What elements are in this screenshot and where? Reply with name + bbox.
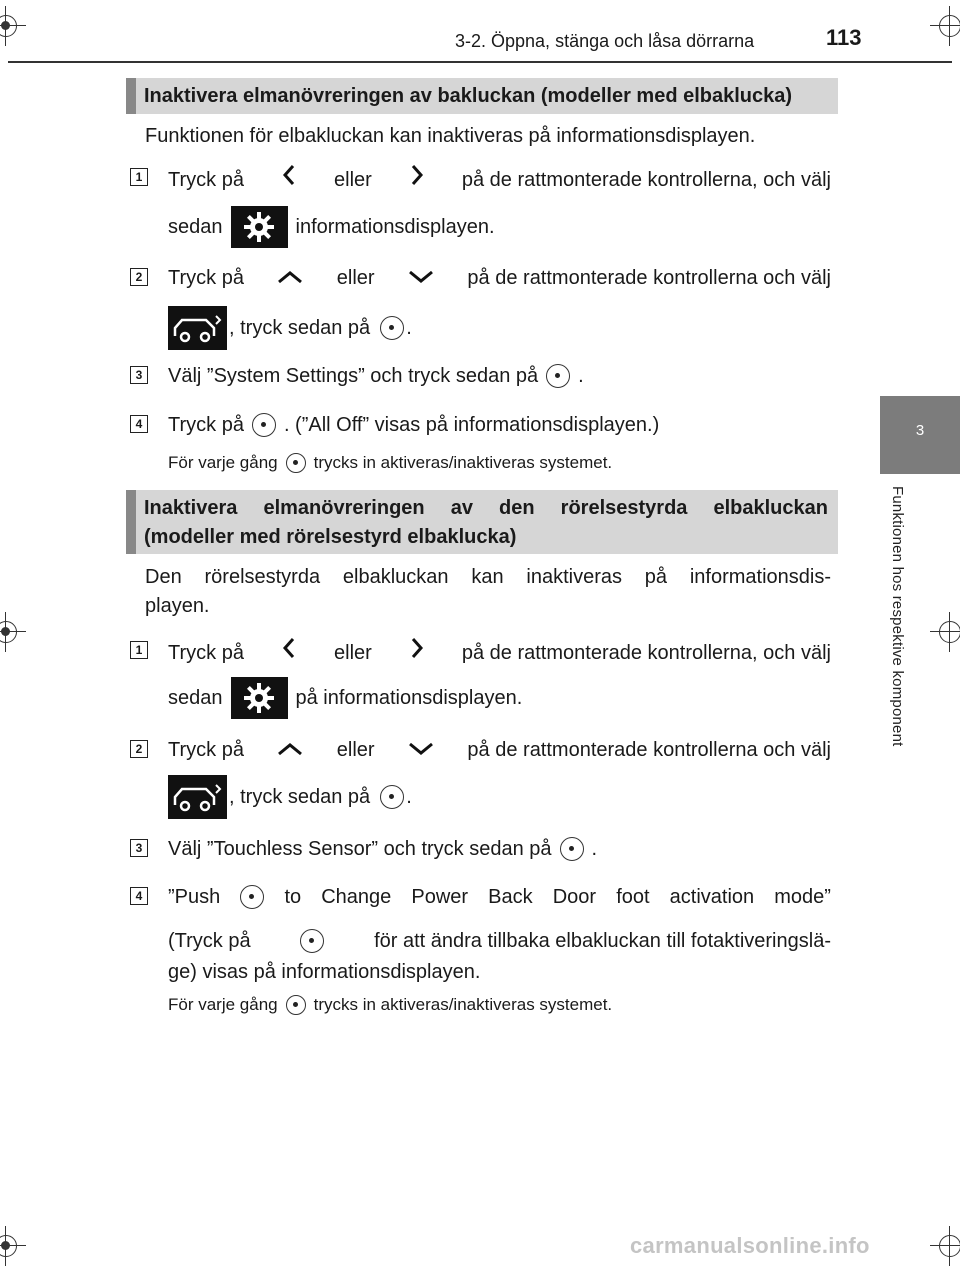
step-text: . <box>591 838 598 860</box>
ok-button-icon <box>240 885 264 909</box>
step-line: ge) visas på informationsdisplayen. <box>168 961 481 983</box>
step-text: ”Push <box>168 886 221 908</box>
section2-heading <box>126 490 838 554</box>
vehicle-settings-icon <box>168 306 227 350</box>
chevron-down-icon <box>408 263 434 293</box>
step-text: sedan <box>168 687 223 709</box>
step-text: mode” <box>774 886 831 908</box>
step-line <box>168 361 831 391</box>
step-line <box>168 775 831 819</box>
step-text: (Tryck på <box>168 930 251 952</box>
step-text: Välj ”Touchless Sensor” och tryck sedan på <box>168 838 552 860</box>
chapter-tab <box>880 396 960 474</box>
chevron-right-icon <box>410 637 424 668</box>
step-text: activation <box>669 886 755 908</box>
ok-button-icon <box>286 995 306 1015</box>
section2-intro-line2: playen. <box>145 595 210 617</box>
step-text: to <box>284 886 302 908</box>
step-line <box>168 882 831 912</box>
step-number: 1 <box>130 641 148 659</box>
chapter-title: Funktionen hos respektive komponent <box>889 486 906 747</box>
section1-note <box>168 453 612 473</box>
step-text: Tryck på <box>168 739 244 761</box>
step-line <box>168 926 831 956</box>
step-text: på informationsdisplayen. <box>295 687 523 709</box>
step-line <box>168 834 831 864</box>
step-text: . <box>578 365 584 387</box>
vehicle-settings-icon <box>168 775 227 819</box>
ok-button-icon <box>380 785 404 809</box>
step-line <box>168 263 831 293</box>
step-line <box>168 637 831 668</box>
step-number: 3 <box>130 839 148 857</box>
step-text: Door <box>552 886 597 908</box>
ok-button-icon <box>380 316 404 340</box>
step-text: , tryck sedan på <box>229 786 371 808</box>
step-text: på de rattmonterade kontrollerna och välj <box>467 739 831 761</box>
registration-mark-top-left <box>0 6 26 46</box>
chevron-up-icon <box>277 263 303 293</box>
step-text: Back <box>488 886 533 908</box>
registration-mark-top-right <box>930 6 960 46</box>
step-line <box>168 164 831 195</box>
step-text: . <box>406 317 412 339</box>
heading-line: Inaktivera elmanövreringen av den rörelsestyrda elbakluckan <box>144 497 828 519</box>
registration-mark-mid-right <box>930 612 960 652</box>
step-text: Change <box>321 886 392 908</box>
step-number: 4 <box>130 887 148 905</box>
step-text: Tryck på <box>168 267 244 289</box>
ok-button-icon <box>252 413 276 437</box>
step-text: . (”All Off” visas på informationsdisplayen.) <box>283 414 660 436</box>
chevron-left-icon <box>282 637 296 668</box>
step-text: Tryck på <box>168 641 244 664</box>
step-line <box>168 206 831 248</box>
note-text: För varje gång <box>168 995 278 1014</box>
step-text: på de rattmonterade kontrollerna, och välj <box>461 641 831 664</box>
section2-intro-line1: Den rörelsestyrda elbakluckan kan inaktiveras på informationsdis- <box>145 566 831 588</box>
section1-intro: Funktionen för elbakluckan kan inaktiveras på informationsdisplayen. <box>145 125 756 147</box>
step-text: eller <box>336 739 375 761</box>
step-line <box>168 735 831 765</box>
registration-mark-bottom-right <box>930 1226 960 1266</box>
chevron-up-icon <box>277 735 303 765</box>
note-text: trycks in aktiveras/inaktiveras systemet. <box>313 453 613 472</box>
step-line <box>168 677 831 719</box>
header-divider <box>8 61 952 63</box>
step-text: . <box>406 786 412 808</box>
step-text: på de rattmonterade kontrollerna, och välj <box>461 168 831 191</box>
step-text: på de rattmonterade kontrollerna och välj <box>467 267 831 289</box>
section-title: 3-2. Öppna, stänga och låsa dörrarna <box>455 31 755 51</box>
step-text: Tryck på <box>168 168 244 191</box>
step-text: foot <box>616 886 650 908</box>
watermark: carmanualsonline.info <box>630 1233 870 1258</box>
heading-line: (modeller med rörelsestyrd elbaklucka) <box>144 526 517 548</box>
ok-button-icon <box>560 837 584 861</box>
ok-button-icon <box>286 453 306 473</box>
gear-icon <box>231 677 288 719</box>
step-number: 2 <box>130 740 148 758</box>
registration-mark-mid-left <box>0 612 26 652</box>
page-number: 113 <box>826 25 862 50</box>
step-text: Välj ”System Settings” och tryck sedan på <box>168 365 539 387</box>
chevron-left-icon <box>282 164 296 195</box>
step-text: eller <box>334 168 372 191</box>
note-text: För varje gång <box>168 453 278 472</box>
step-text: eller <box>334 641 372 664</box>
step-text: Tryck på <box>168 414 244 436</box>
step-line <box>168 306 831 350</box>
step-number: 2 <box>130 268 148 286</box>
step-text: informationsdisplayen. <box>295 216 495 238</box>
chevron-right-icon <box>410 164 424 195</box>
step-text: Power <box>411 886 469 908</box>
section2-note <box>168 995 612 1015</box>
ok-button-icon <box>546 364 570 388</box>
ok-button-icon <box>300 929 324 953</box>
step-number: 4 <box>130 415 148 433</box>
step-number: 1 <box>130 168 148 186</box>
step-number: 3 <box>130 366 148 384</box>
chapter-number: 3 <box>915 422 925 439</box>
step-line <box>168 410 831 440</box>
registration-mark-bottom-left <box>0 1226 26 1266</box>
step-text: , tryck sedan på <box>229 317 371 339</box>
chevron-down-icon <box>408 735 434 765</box>
step-text: eller <box>336 267 375 289</box>
section1-heading: Inaktivera elmanövreringen av bakluckan (modeller med elbaklucka) <box>126 78 838 114</box>
step-text: sedan <box>168 216 223 238</box>
note-text: trycks in aktiveras/inaktiveras systemet. <box>313 995 613 1014</box>
gear-icon <box>231 206 288 248</box>
step-text: för att ändra tillbaka elbakluckan till fotaktiveringslä- <box>374 930 831 952</box>
